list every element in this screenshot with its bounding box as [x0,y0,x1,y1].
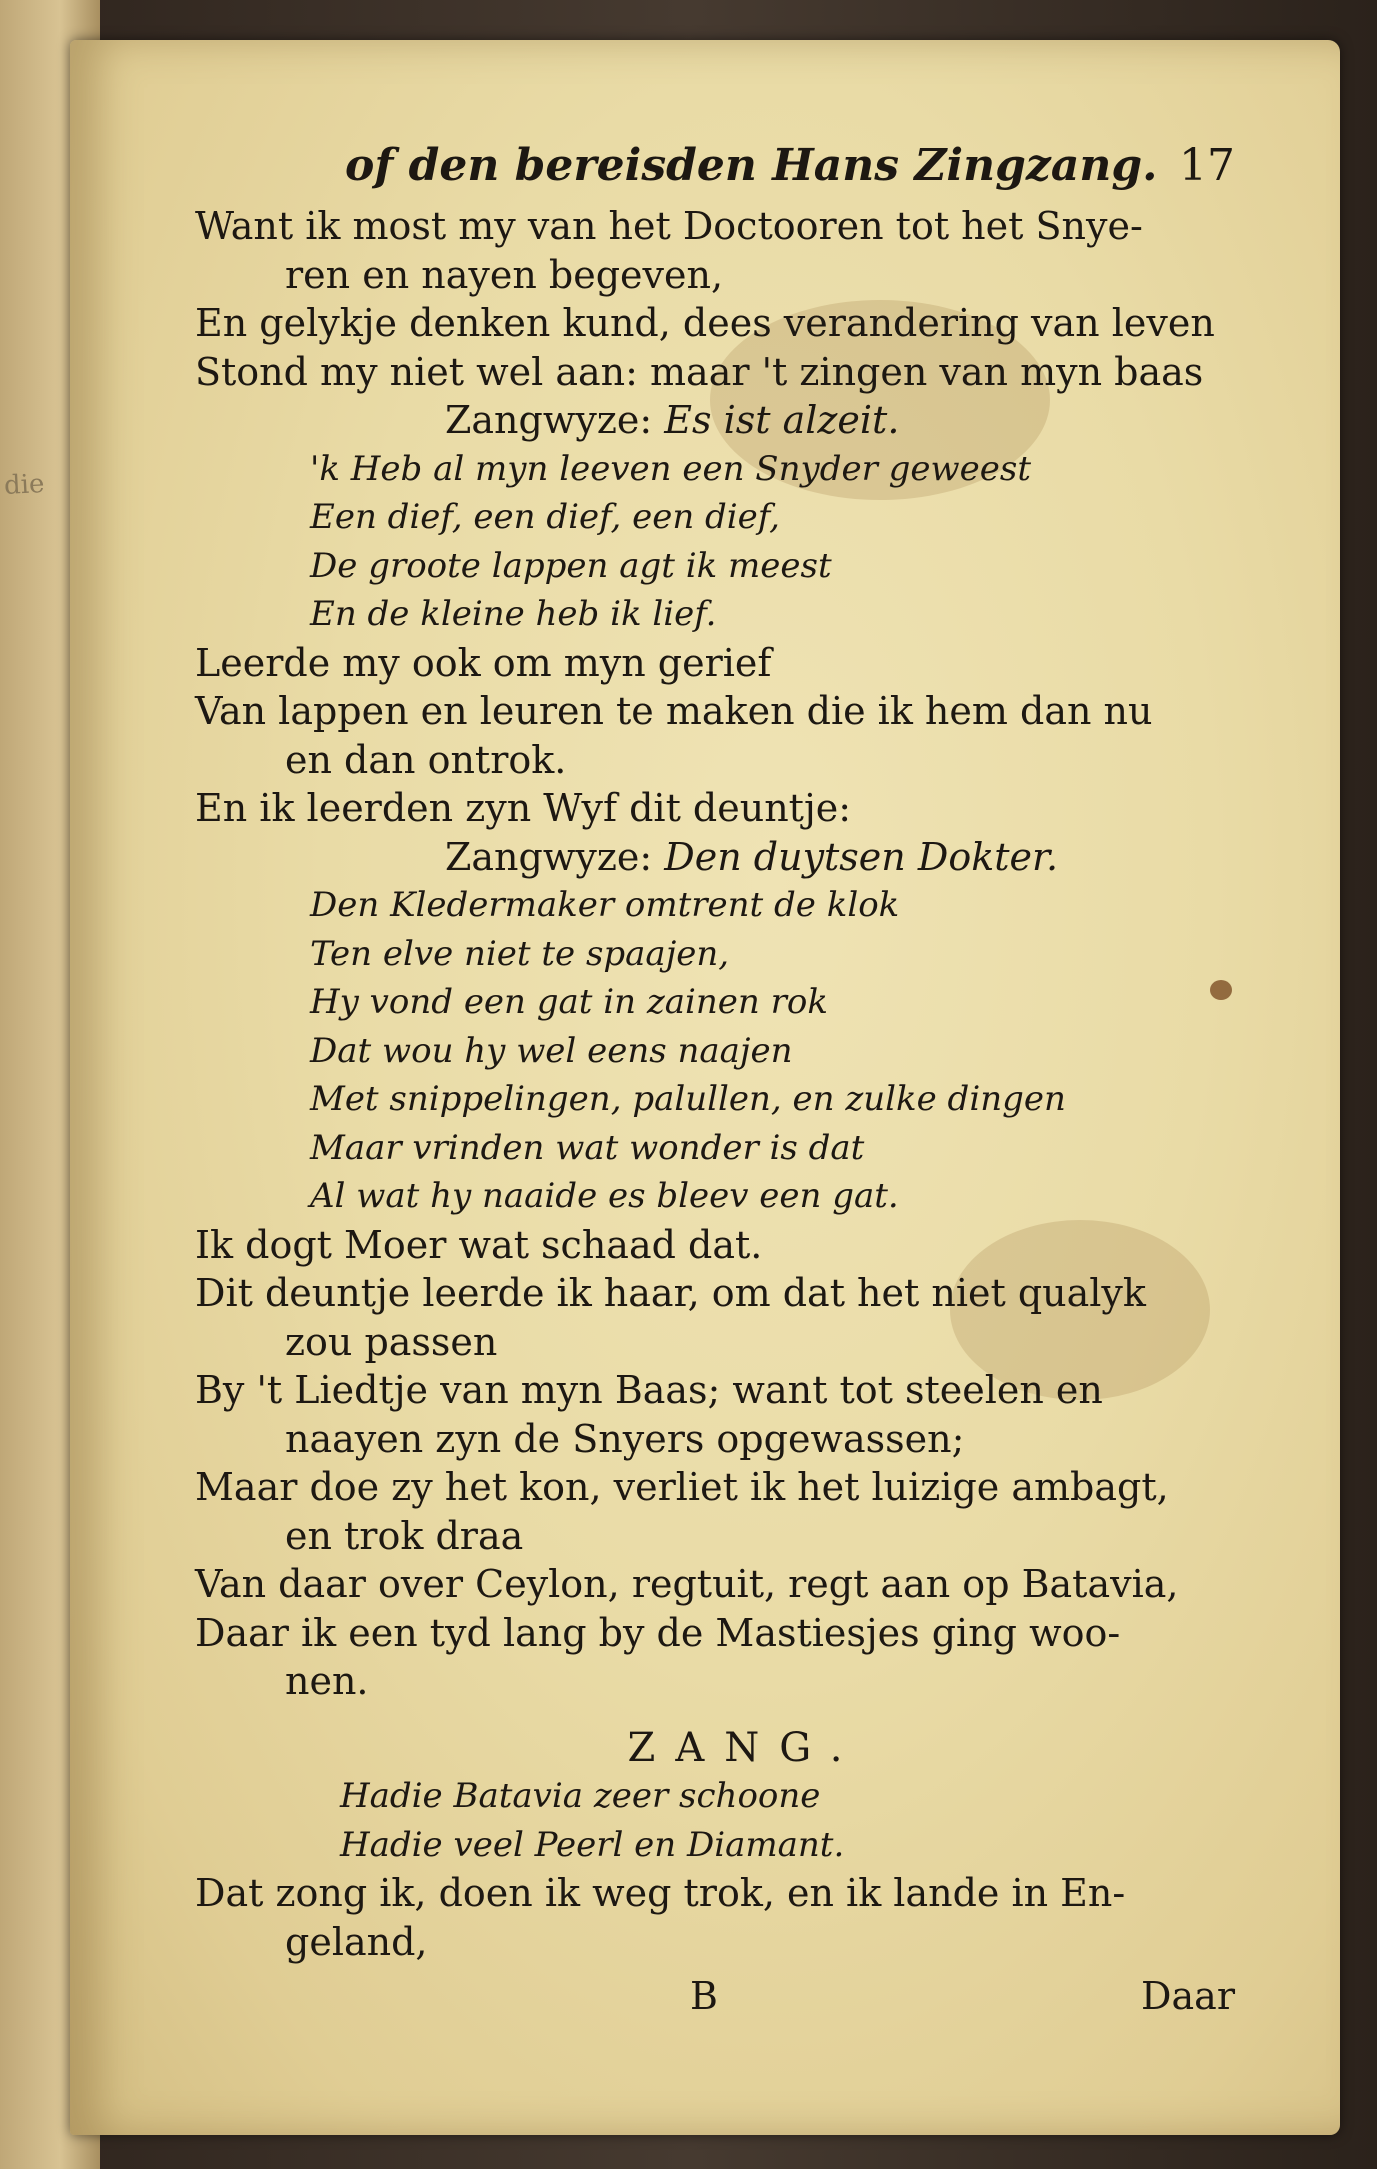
text-line [195,1657,1255,1706]
line-text: By 't Liedtje van myn Baas; want tot steelen en [195,1368,1103,1412]
line-text: Van lappen en leuren te maken die ik hem dan nu [195,689,1153,733]
line-text: Zangwyze: [445,834,653,879]
text-line [195,784,1255,833]
line-text: Leerde my ook om myn gerief [195,640,772,685]
text-line [195,1415,1255,1464]
verse-line [195,930,1255,979]
line-text: Van daar over Ceylon, regtuit, regt aan op Batavia, [195,1562,1179,1606]
line-text: nen. [285,1659,369,1703]
line-text: Stond my niet wel aan: maar 't zingen van myn baas [195,349,1204,394]
running-head [195,140,1255,202]
verse-line [195,590,1255,639]
verse-line [195,1027,1255,1076]
line-text: Hadie Batavia zeer schoone [340,1776,821,1816]
verse-line [195,445,1255,494]
line-text: Zangwyze: [445,398,653,442]
page-text-block [195,140,1255,2034]
line-text: ZANG. [627,1724,863,1771]
text-line [195,1366,1255,1415]
verse-line [195,1075,1255,1124]
text-line [195,1918,1255,1967]
verse-line [195,493,1255,542]
tune-indication [195,833,1255,882]
signature-mark: B [690,1974,718,2018]
text-line [195,1269,1255,1318]
line-text: Daar ik een tyd lang by de Mastiesjes ging woo- [195,1610,1121,1655]
line-text: zou passen [285,1319,498,1364]
line-text: Maar doe zy het kon, verliet ik het luizige ambagt, [195,1465,1169,1509]
line-text: Maar vrinden wat wonder is dat [310,1127,865,1168]
line-text: ren en nayen begeven, [285,252,724,297]
line-text: De groote lappen agt ik meest [310,545,832,586]
line-text: en trok draa [285,1513,524,1558]
running-title: of den bereisden Hans Zingzang. [345,140,1158,191]
verse-line [195,1821,1255,1870]
text-line [195,299,1255,348]
text-lines [195,202,1255,1966]
text-line [195,1221,1255,1270]
line-text: En de kleine heb ik lief. [310,594,717,634]
text-line [195,1463,1255,1512]
line-text: Met snippelingen, palullen, en zulke dingen [310,1079,1066,1119]
verse-line [195,1124,1255,1173]
text-line [195,1869,1255,1918]
verse-line [195,978,1255,1027]
line-text: Ik dogt Moer wat schaad dat. [195,1222,763,1267]
text-line [195,1512,1255,1561]
line-text: Dat zong ik, doen ik weg trok, en ik lande in En- [195,1871,1126,1915]
line-text: Hadie veel Peerl en Diamant. [340,1824,845,1865]
line-text: Ten elve niet te spaajen, [310,933,730,974]
tune-name: Den duytsen Dokter. [664,834,1059,879]
text-line [195,639,1255,688]
verse-line [195,542,1255,591]
text-line [195,202,1255,251]
line-text: En ik leerden zyn Wyf dit deuntje: [195,786,852,830]
text-line [195,687,1255,736]
line-text: Dit deuntje leerde ik haar, om dat het niet qualyk [195,1271,1146,1315]
verse-line [195,1772,1255,1821]
verse-line [195,881,1255,930]
verse-line [195,1172,1255,1221]
line-text: en dan ontrok. [285,737,567,782]
text-line [195,251,1255,300]
line-text: En gelykje denken kund, dees verandering van leven [195,301,1215,345]
line-text: Hy vond een gat in zainen rok [310,982,828,1022]
text-line [195,1560,1255,1609]
catchword: Daar [1141,1974,1235,2018]
text-line [195,1318,1255,1367]
song-heading [195,1706,1255,1773]
line-text: Den Kledermaker omtrent de klok [310,885,900,925]
text-line [195,1609,1255,1658]
line-text: Want ik most my van het Doctooren tot het Snye- [195,204,1143,248]
tune-indication [195,396,1255,445]
facing-page-text: die [3,468,46,502]
line-text: Al wat hy naaide es bleev een gat. [310,1176,899,1216]
text-line [195,348,1255,397]
line-text: 'k Heb al myn leeven een Snyder geweest [310,448,1031,489]
page-number: 17 [1179,140,1235,191]
page-footer [195,1974,1255,2034]
line-text: naayen zyn de Snyers opgewassen; [285,1416,965,1461]
tune-name: Es ist alzeit. [664,398,900,442]
text-line [195,736,1255,785]
line-text: Dat wou hy wel eens naajen [310,1030,793,1071]
line-text: geland, [285,1919,428,1964]
line-text: Een dief, een dief, een dief, [310,497,780,537]
